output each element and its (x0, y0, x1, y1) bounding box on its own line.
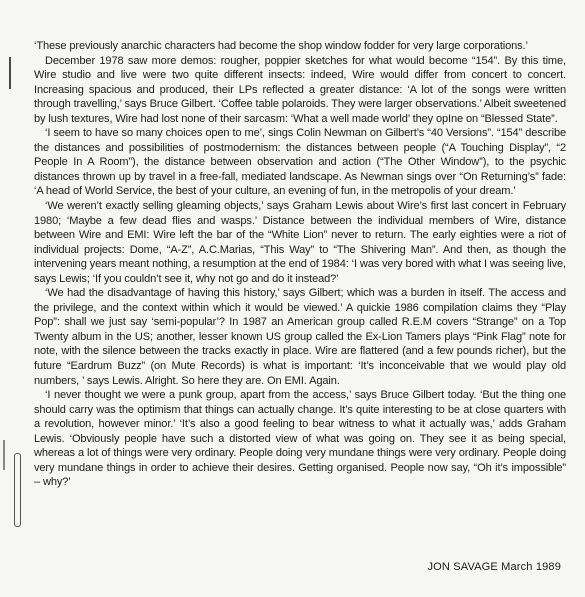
author-byline: JON SAVAGE March 1989 (427, 561, 561, 573)
paragraph: ‘These previously anarchic characters had become the shop window fodder for very large corporations.’ (34, 40, 528, 52)
paragraph: ‘We weren’t exactly selling gleaming objects,’ says Graham Lewis about Wire’s first last concert in February 1980; ‘Maybe a few dead flies and wasps.’ Distance between the individual members of Wire, distance between Wire and EMI: Wire left the bar of the “White Lion” never to return. The early eighties were a riot of individual projects: Dome, “A-Z”, A.C.Marias, “This Way” to “The Shivering Man”. And then, as though the intervening years meant nothing, a resumption at the end of 1984: ‘I was very bored with what I was seeing live, says Lewis; ‘If you couldn’t see it, why not go and do it instead?’ (34, 200, 566, 285)
margin-mark (9, 57, 11, 89)
paragraph: ‘We had the disadvantage of having this history,’ says Gilbert; which was a burden in itself. The access and the privilege, and the context within which it would be viewed.’ A quickie 1986 compilation claims they “Play Pop”: shall we just say ‘semi-popular’? In 1987 an American group called R.E.M covers “Strange” on a Top Twenty album in the US; another, lesser known US group called the Ex-Lion Tamers plays “Pink Flag” note for note, with the silence between the tracks exactly in place. Wire are flattered (and a few pounds richer), but the future “Eardrum Buzz” (on Mute Records) is what is important: ‘It’s inconceivable that we would play old numbers, ’ says Lewis. Alright. So here they are. On EMI. Again. (34, 287, 566, 387)
margin-mark (3, 440, 5, 470)
article-body (34, 39, 566, 490)
margin-clip (14, 453, 21, 527)
paragraph: December 1978 saw more demos: rougher, poppier sketches for what would become “154”. By this time, Wire studio and live were two quite different insects: indeed, Wire would differ from concert to concert. Increasing spacious and produced, their LPs reflected a greater distance: ‘A lot of the songs were written through travelling,’ says Bruce Gilbert. ‘Coffee table polaroids. They were larger observations.’ Albeit sweetened by lush textures, Wire had lost none of their sarcasm: ‘What a well made world’ they opIne on “Blessed State”. (34, 54, 566, 125)
paragraph: ‘I never thought we were a punk group, apart from the access,’ says Bruce Gilbert today. ‘But the thing one should carry was the optimism that things can actually change. It’s quite interesting to be at close quarters with a revolution, however minor.’ ‘It’s also a good feeling to bear witness to what it actually was,’ adds Graham Lewis. ‘Obviously people have such a distorted view of what was going on. They see it as being special, whereas a lot of things were very ordinary. People doing very mundane things were very ordinary. People doing very mundane things in order to achieve their desires. Getting organised. People now say, “Oh it’s impossible” – why?’ (34, 389, 566, 489)
paragraph: ‘I seem to have so many choices open to me’, sings Colin Newman on Gilbert’s “40 Versions”. “154” describe the distances and possibilities of postmodernism: the distances between people (“A Touching Display”, “2 People In A Room”), the distance between observation and action (“The Other Window”), to the psychic distances thrown up by travel in a free-fall, mediated landscape. As Newman sings over “On Returning’s” fade: ‘A head of World Service, the best of your culture, an evening of fun, in the metropolis of your dream.’ (34, 127, 566, 198)
